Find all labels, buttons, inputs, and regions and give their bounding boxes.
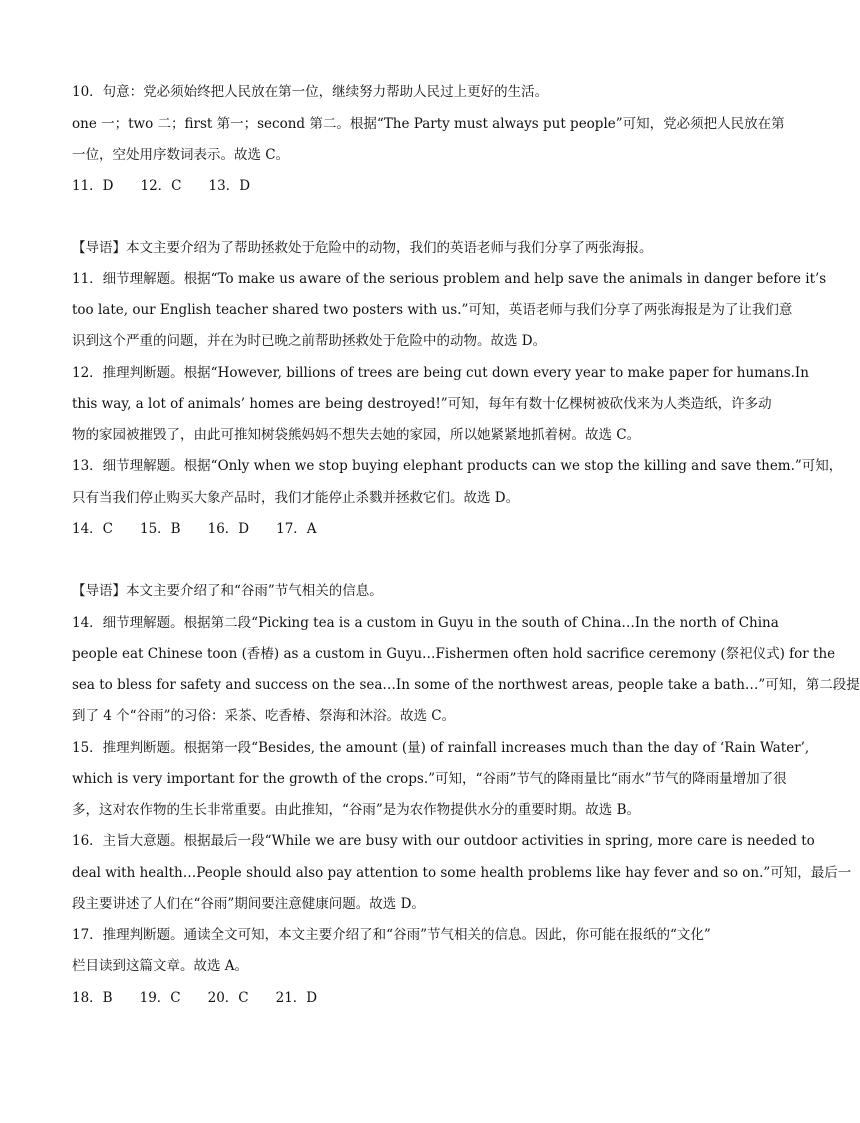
text-line: 一位，空处用序数词表示。故选 C。 bbox=[72, 147, 290, 163]
text-line: 识到这个严重的问题，并在为时已晚之前帮助拯救处于危险中的动物。故选 D。 bbox=[72, 333, 547, 349]
text-line: 到了 4 个“谷雨”的习俗：采茶、吃香椿、祭海和沐浴。故选 C。 bbox=[72, 708, 456, 724]
answer-line: 11．D 12．C 13．D bbox=[72, 178, 251, 194]
text-line: 栏目读到这篇文章。故选 A。 bbox=[72, 958, 249, 974]
text-line: 10．句意：党必须始终把人民放在第一位，继续努力帮助人民过上更好的生活。 bbox=[72, 84, 549, 100]
text-line: 12．推理判断题。根据“However, billions of trees are being cut down every year to make paper for humans.In bbox=[72, 365, 809, 381]
answer-line: 18．B 19．C 20．C 21．D bbox=[72, 990, 318, 1006]
text-line: 物的家园被摧毁了，由此可推知树袋熊妈妈不想失去她的家园，所以她紧紧地抓着树。故选 C。 bbox=[72, 427, 641, 443]
text-line: which is very important for the growth of the crops.”可知，“谷雨”节气的降雨量比“雨水”节气的降雨量增加了很 bbox=[72, 771, 787, 787]
guide-heading: 【导语】本文主要介绍为了帮助拯救处于危险中的动物，我们的英语老师与我们分享了两张海报。 bbox=[72, 240, 653, 256]
text-line: deal with health…People should also pay attention to some health problems like hay fever and so on.”可知，最后一 bbox=[72, 865, 852, 881]
guide-heading: 【导语】本文主要介绍了和“谷雨”节气相关的信息。 bbox=[72, 583, 383, 599]
text-line: sea to bless for safety and success on the sea…In some of the northwest areas, people take a bath…”可知，第二段提 bbox=[72, 677, 860, 693]
text-line: 11．细节理解题。根据“To make us aware of the serious problem and help save the animals in danger before it’s bbox=[72, 271, 827, 287]
text-line: 多，这对农作物的生长非常重要。由此推知，“谷雨”是为农作物提供水分的重要时期。故选 B。 bbox=[72, 802, 641, 818]
text-line: 14．细节理解题。根据第二段“Picking tea is a custom in Guyu in the south of China…In the north of China bbox=[72, 615, 779, 631]
text-line: 13．细节理解题。根据“Only when we stop buying elephant products can we stop the killing and save them.”可知， bbox=[72, 458, 843, 474]
text-line: 段主要讲述了人们在“谷雨”期间要注意健康问题。故选 D。 bbox=[72, 896, 425, 912]
text-line: 15．推理判断题。根据第一段“Besides, the amount (量) of rainfall increases much than the day of ‘Rain Water’, bbox=[72, 740, 810, 756]
answer-line: 14．C 15．B 16．D 17．A bbox=[72, 521, 317, 537]
text-line: too late, our English teacher shared two posters with us.”可知，英语老师与我们分享了两张海报是为了让我们意 bbox=[72, 302, 793, 318]
text-line: this way, a lot of animals’ homes are being destroyed!”可知，每年有数十亿棵树被砍伐来为人类造纸，许多动 bbox=[72, 396, 772, 412]
text-line: 16．主旨大意题。根据最后一段“While we are busy with our outdoor activities in spring, more care is needed to bbox=[72, 833, 815, 849]
text-line: 17．推理判断题。通读全文可知，本文主要介绍了和“谷雨”节气相关的信息。因此，你可能在报纸的“文化” bbox=[72, 927, 711, 943]
text-line: people eat Chinese toon (香椿) as a custom in Guyu…Fishermen often hold sacrifice ceremony (祭祀仪式) for the bbox=[72, 646, 836, 662]
text-line: one 一；two 二；first 第一；second 第二。根据“The Party must always put people”可知，党必须把人民放在第 bbox=[72, 116, 785, 132]
text-line: 只有当我们停止购买大象产品时，我们才能停止杀戮并拯救它们。故选 D。 bbox=[72, 490, 520, 506]
